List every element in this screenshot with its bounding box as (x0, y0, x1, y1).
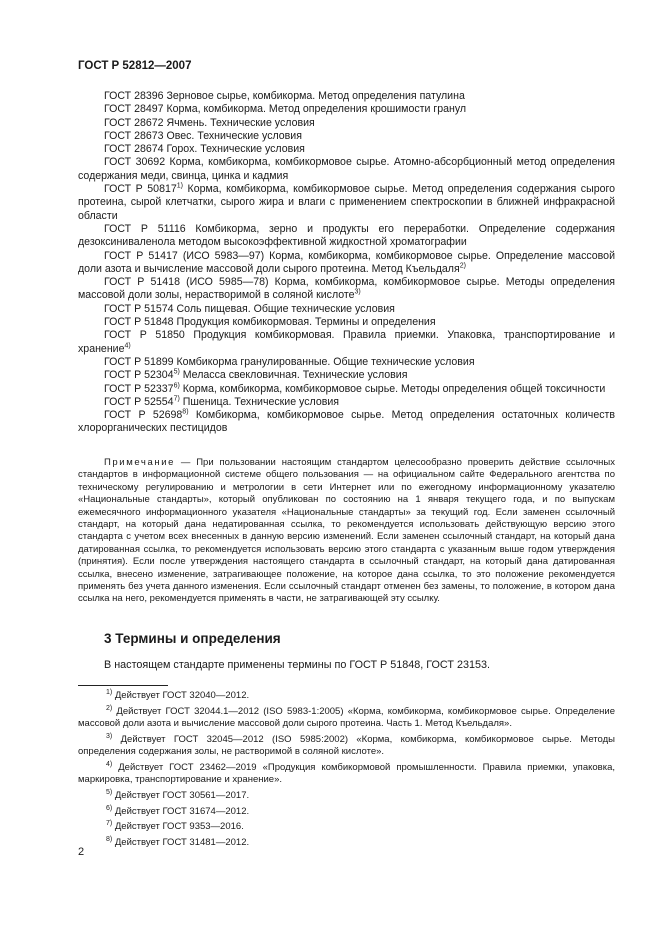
footnote-number: 4) (106, 760, 113, 768)
reference-text: ГОСТ Р 51850 Продукция комбикормовая. Правила приемки. Упаковка, транспортирование и хранение (78, 329, 615, 355)
footnote-number: 6) (106, 804, 113, 812)
reference-item (78, 117, 615, 130)
footnote-item (78, 806, 615, 818)
reference-item (78, 329, 615, 356)
reference-tail: Пшеница. Технические условия (179, 395, 340, 408)
note-text: — При пользовании настоящим стандартом целесообразно проверить действие ссылочных стандартов в информационной системе общего пользования — на официальном сайте Федерального агентства по техническому регулированию и метрологии в сети Интернет или по ежегодному информационному указателю «Национальные стандарты», который опубликован по состоянию на 1 января текущего года, и по выпускам ежемесячного информационного указателя «Национальные стандарты» за текущий год. Если заменен ссылочный стандарт, на который дана недатированная ссылка, то рекомендуется использовать действующую версию этого стандарта с учетом всех внесенных в данную версию изменений. Если заменен ссылочный стандарт, на который дана датированная ссылка, то рекомендуется использовать версию этого стандарта с указанным выше годом утверждения (принятия). Если после утверждения настоящего стандарта в ссылочный стандарт, на который дана датированная ссылка, внесено изменение, затрагивающее положение, на которое дана ссылка, то это положение рекомендуется применять без учета данного изменения. Если ссылочный стандарт отменен без замены, то положение, в котором дана ссылка на него, рекомендуется применять в части, не затрагивающей эту ссылку. (78, 457, 615, 605)
footnote-marker: 3) (354, 288, 361, 296)
reference-text: ГОСТ Р 51848 Продукция комбикормовая. Термины и определения (104, 316, 436, 329)
reference-text: ГОСТ 28674 Горох. Технические условия (104, 143, 305, 156)
reference-item (78, 103, 615, 116)
footnote-item (78, 734, 615, 758)
reference-item (78, 356, 615, 369)
footnote-item (78, 706, 615, 730)
reference-item (78, 250, 615, 277)
reference-text: ГОСТ 28672 Ячмень. Технические условия (104, 116, 315, 129)
footnote-item (78, 821, 615, 833)
reference-text: ГОСТ Р 51574 Соль пищевая. Общие технические условия (104, 302, 395, 315)
note-paragraph (78, 457, 615, 606)
footnote-text: Действует ГОСТ 32044.1—2012 (ISO 5983-1:2005) «Корма, комбикорма, комбикормовое сырье. Определение массовой доли азота и вычисление массовой доли сырого протеина. Часть 1. Метод Къельдаля». (78, 705, 615, 729)
note-label: Примечание (104, 457, 175, 468)
reference-item (78, 396, 615, 409)
footnotes-list (78, 690, 615, 853)
reference-text: ГОСТ 28396 Зерновое сырье, комбикорма. Метод определения патулина (104, 90, 465, 102)
reference-text: ГОСТ 28497 Корма, комбикорма. Метод определения крошимости гранул (104, 103, 467, 116)
footnote-number: 3) (106, 732, 113, 740)
page-number: 2 (78, 846, 85, 858)
footnote-number: 2) (106, 704, 113, 712)
footnote-marker: 1) (176, 182, 183, 190)
reference-text: ГОСТ Р 52337 (104, 382, 174, 395)
footnote-marker: 5) (173, 368, 180, 376)
reference-text: ГОСТ 30692 Корма, комбикорма, комбикормовое сырье. Атомно-абсорбционный метод определения содержания меди, свинца, цинка и кадмия (78, 156, 615, 182)
reference-item (78, 223, 615, 250)
footnote-text: Действует ГОСТ 32045—2012 (ISO 5985:2002) «Корма, комбикорма, комбикормовое сырье. Методы определения содержания золы, не растворимой в соляной кислоте». (78, 733, 615, 757)
footnote-marker: 8) (182, 408, 189, 416)
reference-tail: Корма, комбикорма, комбикормовое сырье. Методы определения общей токсичности (179, 382, 606, 395)
footnote-item (78, 762, 615, 786)
reference-text: ГОСТ Р 50817 (104, 183, 177, 196)
footnote-number: 5) (106, 788, 113, 796)
footnote-marker: 2) (459, 262, 466, 270)
footnote-number: 8) (106, 836, 113, 844)
footnote-text: Действует ГОСТ 31481—2012. (112, 837, 250, 849)
footnote-marker: 6) (173, 382, 180, 389)
footnote-item (78, 690, 615, 702)
footnote-number: 1) (106, 688, 113, 696)
reference-item (78, 303, 615, 316)
footnote-item (78, 790, 615, 802)
reference-text: ГОСТ Р 51899 Комбикорма гранулированные. Общие технические условия (104, 355, 475, 368)
reference-item (78, 383, 615, 396)
footnote-text: Действует ГОСТ 23462—2019 «Продукция комбикормовой промышленности. Правила приемки, упаковка, маркировка, транспортирование и хранение». (78, 761, 615, 785)
reference-text: ГОСТ Р 51418 (ИСО 5985—78) Корма, комбикорма, комбикормовое сырье. Методы определения массовой доли золы, нерастворимой в соляной кислоте (78, 276, 615, 302)
footnote-text: Действует ГОСТ 30561—2017. (112, 789, 250, 801)
reference-text: ГОСТ Р 52698 (104, 409, 183, 422)
reference-text: ГОСТ 28673 Овес. Технические условия (104, 129, 302, 142)
reference-tail: Меласса свекловичная. Технические условия (179, 369, 408, 382)
reference-item (78, 130, 615, 143)
footnote-text: Действует ГОСТ 31674—2012. (112, 805, 250, 817)
reference-item (78, 276, 615, 303)
document-header: ГОСТ Р 52812—2007 (78, 60, 192, 72)
reference-tail: Комбикорма, комбикормовое сырье. Метод определения остаточных количеств хлорорганических пестицидов (78, 409, 615, 435)
reference-item (78, 316, 615, 329)
normative-references-list (78, 90, 615, 436)
reference-item (78, 156, 615, 183)
reference-item (78, 90, 615, 103)
reference-text: ГОСТ Р 52304 (104, 369, 174, 382)
reference-tail: Корма, комбикорма, комбикормовое сырье. Метод определения содержания сырого протеина, сырой клетчатки, сырого жира и влаги с применением спектроскопии в ближней инфракрасной области (78, 183, 615, 222)
reference-item (78, 183, 615, 223)
reference-item (78, 143, 615, 156)
reference-text: ГОСТ Р 51417 (ИСО 5983—97) Корма, комбикорма, комбикормовое сырье. Определение массовой доли азота и вычисление массовой доли сырого протеина. Метод Къельдаля (78, 249, 615, 275)
reference-text: ГОСТ Р 51116 Комбикорма, зерно и продукты его переработки. Определение содержания дезоксиниваленола методом высокоэффективной жидкостной хроматографии (78, 222, 615, 249)
footnote-marker: 7) (173, 395, 180, 403)
reference-item (78, 409, 615, 436)
footnote-number: 7) (106, 820, 113, 828)
reference-text: ГОСТ Р 52554 (104, 395, 174, 408)
footnote-marker: 4) (124, 342, 131, 350)
footnote-item (78, 837, 615, 849)
reference-item (78, 369, 615, 382)
footnote-divider (78, 685, 168, 686)
section-text: В настоящем стандарте применены термины по ГОСТ Р 51848, ГОСТ 23153. (104, 659, 490, 671)
footnote-text: Действует ГОСТ 32040—2012. (112, 690, 250, 701)
section-heading: 3 Термины и определения (104, 631, 281, 646)
footnote-text: Действует ГОСТ 9353—2016. (112, 821, 244, 833)
